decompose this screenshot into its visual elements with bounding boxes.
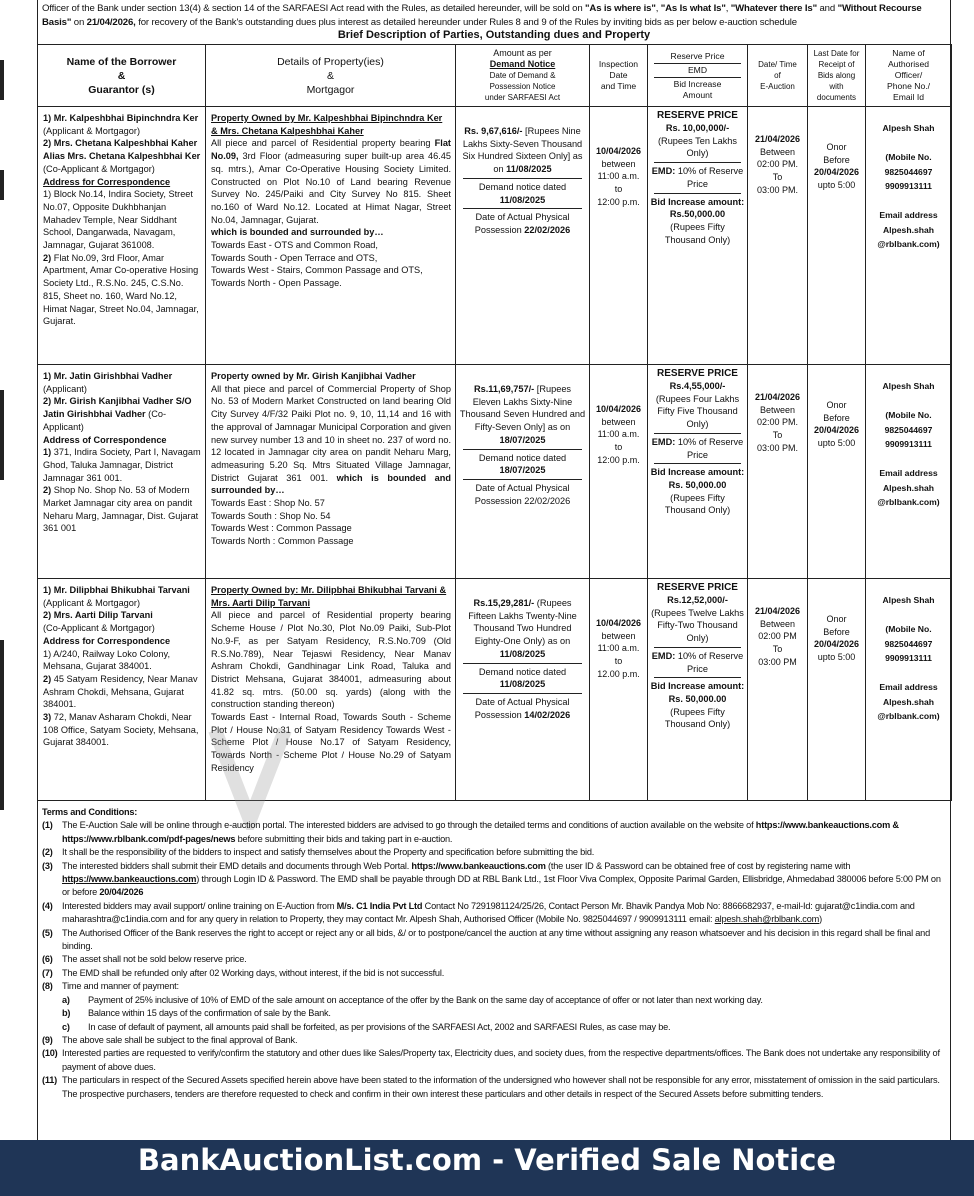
site-banner: BankAuctionList.com - Verified Sale Notice — [0, 1140, 974, 1196]
table-row — [38, 107, 952, 365]
amount-cell: Rs.15,29,281/- (Rupees Fifteen Lakhs Twenty-Nine Thousand Two Hundred Eighty-One Only) as on 11/08/2025 Demand notice dated 11/08/2025 Date of Actual Physical Possession 14/02/2026 — [456, 579, 590, 801]
term-item: (11) The particulars in respect of the Secured Assets specified herein above have been stated to the information of the undersigned who however shall not be responsible for any error, misstatement of omission in the said particulars. The prospective purchasers, tenders are therefore requested to check and confirm in their own interest these particulars and other details in respect of the Secured Assets before submitting tenders. — [42, 1075, 940, 1099]
table-header-row — [38, 45, 952, 107]
inspection-cell: 10/04/2026 between 11:00 a.m. to 12:00 p.m. — [590, 107, 648, 365]
last-date-cell: Onor Before 20/04/2026 upto 5:00 — [808, 107, 866, 365]
officer-email-link[interactable]: alpesh.shah@rblbank.com — [714, 914, 820, 925]
term-item: (8) Time and manner of payment: — [42, 981, 179, 992]
last-date-cell: Onor Before 20/04/2026 upto 5:00 — [808, 365, 866, 579]
term-item: (9) The above sale shall be subject to the final approval of Bank. — [42, 1034, 298, 1045]
borrower-cell: 1) Mr. Kalpeshbhai Bipinchndra Ker (Applicant & Mortgagor) 2) Mrs. Chetana Kalpeshbhai Kaher Alias Mrs. Chetana Kalpeshbhai Ker (Co-Applicant & Mortgagor) Address for Correspondence 1) Block No.14, Indira Society, Street No.07, Opposite Dukhbhanjan Mahadev Temple, Near Siddhant School, Dangarwada, Navagam, Jamnagar, Gujarat 361008. 2) Flat No.09, 3rd Floor, Amar Apartment, Amar Co-operative Hosing Society Ltd., R.S.No. 245, C.S.No. 815, Sheet no. 160, Ward No.12, Himat Nagar, Street No.04, Jamnagar, Gujarat. — [38, 107, 206, 365]
header-property: Details of Property(ies) & Mortgagor — [206, 45, 456, 107]
officer-cell: Alpesh Shah (Mobile No. 9825044697 9909913111 Email address Alpesh.shah @rblbank.com) — [866, 107, 952, 365]
header-inspection: Inspection Date and Time — [590, 45, 648, 107]
property-cell: Property owned by Mr. Girish Kanjibhai Vadher All that piece and parcel of Commercial Property of Shop No. 53 of Modern Market Constructed on land bearing Old City Survey 4/F/32 Paiki Plot no. 9, 10, 11,14 and 16 with the approval of Jamnagar Municipal Corporation and given new survey number 13 and 10 in sheet no. 237 of word no. 12 located in Jamnagar city area on pandit Neharu Marg, admeasuring 5.20 Sq. Mtrs Situated Village Jamnagar, District Gujarat 361 001. which is bounded and surrounded by… Towards East : Shop No. 57 Towards South : Shop No. 54 Towards West : Common Passage Towards North : Common Passage — [206, 365, 456, 579]
auction-table — [37, 44, 952, 801]
inspection-cell: 10/04/2026 between 11:00 a.m. to 12.00 p.m. — [590, 579, 648, 801]
term-item: (1) The E-Auction Sale will be online through e-auction portal. The interested bidders are advised to go through the detailed terms and conditions of auction available on the website of https://www.bankeauctions.com & https://www.rblbank.com/pdf-pages/news before submitting their bids and taking part in e-auction. — [42, 820, 899, 844]
property-cell: Property Owned by Mr. Kalpeshbhai Bipinchndra Ker & Mrs. Chetana Kalpeshbhai Kaher All piece and parcel of Residential property bearing Flat No.09, 3rd Floor (admeasuring super built-up area 46.45 sq. mtrs.), Amar Co-Operative Housing Society Limited. Constructed on Plot No.10 of Land bearing Revenue Survey No. 245/Paiki and City Survey No 815. Sheet no.160 of Ward No.12. Located at Himat Nagar, Street No.04, Jamnagar, Gujarat. which is bounded and surrounded by… Towards East - OTS and Common Road, Towards South - Open Terrace and OTS, Towards West - Stairs, Common Passage and OTS, Towards North - Open Passage. — [206, 107, 456, 365]
header-amount: Amount as per Demand Notice Date of Demand & Possession Notice under SARFAESI Act — [456, 45, 590, 107]
officer-cell: Alpesh Shah (Mobile No. 9825044697 9909913111 Email address Alpesh.shah @rblbank.com) — [866, 579, 952, 801]
table-title: Brief Description of Parties, Outstanding dues and Property — [337, 29, 651, 41]
term-item: (10) Interested parties are requested to verify/confirm the statutory and other dues like Sales/Property tax, Electricity dues, and society dues, from the respective departments/offices. The Bank does not undertake any responsibility of payment of above dues. — [42, 1048, 940, 1072]
term-item: (7) The EMD shall be refunded only after 02 Working days, without interest, if the bid is not successful. — [42, 967, 445, 978]
reserve-cell: RESERVE PRICE Rs. 10,00,000/- (Rupees Ten Lakhs Only) EMD: 10% of Reserve Price Bid Increase amount: Rs.50,000.00 (Rupees Fifty Thousand Only) — [648, 107, 748, 365]
terms-title: Terms and Conditions: — [42, 807, 138, 817]
last-date-cell: Onor Before 20/04/2026 upto 5:00 — [808, 579, 866, 801]
header-auction: Date/ Time of E-Auction — [748, 45, 808, 107]
term-subitem: b) Balance within 15 days of the confirmation of sale by the Bank. — [62, 1008, 331, 1019]
auction-cell: 21/04/2026 Between 02:00 PM To 03:00 PM — [748, 579, 808, 801]
auction-cell: 21/04/2026 Between 02:00 PM. To 03:00 PM. — [748, 365, 808, 579]
header-reserve: Reserve Price EMD Bid Increase Amount — [648, 45, 748, 107]
officer-cell: Alpesh Shah (Mobile No. 9825044697 9909913111 Email address Alpesh.shah @rblbank.com) — [866, 365, 952, 579]
term-item: (6) The asset shall not be sold below reserve price. — [42, 954, 247, 965]
header-officer: Name of Authorised Officer/ Phone No./ Email Id — [866, 45, 952, 107]
intro-paragraph: Officer of the Bank under section 13(4) & section 14 of the SARFAESI Act read with the Rules, as detailed hereunder, will be sold on "As is where is", "As Is what Is", "Whatever there Is" and "Without Recourse Basis" on 21/04/2026, for recovery of the Bank's outstanding dues plus interest as detailed hereunder under Rules 8 and 9 of the Rules by inviting bids as per below e-auction schedule — [42, 3, 922, 28]
header-borrower: Name of the Borrower & Guarantor (s) — [38, 45, 206, 107]
borrower-cell: 1) Mr. Jatin Girishbhai Vadher (Applicant) 2) Mr. Girish Kanjibhai Vadher S/O Jatin Girishbhai Vadher (Co-Applicant) Address of Correspondence 1) 371, Indira Society, Part I, Navagam Ghod, Taluka Jamnagar, District Jamnagar 361 001. 2) Shop No. Shop No. 53 of Modern Market Jamnagar city area on pandit Neharu Marg, Jamnagar, Dist. Gujarat 361 001 — [38, 365, 206, 579]
term-item: (3) The interested bidders shall submit their EMD details and documents through Web Portal. https://www.bankeauctions.com (the user ID & Password can be obtained free of cost by registering name with https://www.bankeauctions.com) through Login ID & Password. The EMD shall be payable through DD at RBL Bank Ltd., 1st Floor Viva Complex, Opposite Parimal Garden, Ellisbridge, Ahmedabad 380006 before 5:00 PM on or before 20/04/2026 — [42, 860, 941, 898]
table-row — [38, 365, 952, 579]
term-item: (5) The Authorised Officer of the Bank reserves the right to accept or reject any or all bids, &/ or to postpone/cancel the auction at any time without assigning any reason whatsoever and his decision in this regard shall be final and binding. — [42, 927, 930, 952]
auction-cell: 21/04/2026 Between 02:00 PM. To 03:00 PM. — [748, 107, 808, 365]
term-subitem: c) In case of default of payment, all amounts paid shall be forfeited, as per provisions of the SARFAESI Act, 2002 and SARFAESI Rules, as case may be. — [62, 1021, 671, 1032]
terms-and-conditions — [42, 806, 946, 1101]
term-item: (2) It shall be the responsibility of the bidders to inspect and satisfy themselves about the Property and specification before submitting the bid. — [42, 847, 595, 858]
property-cell: Property Owned by: Mr. Dilipbhai Bhikubhai Tarvani & Mrs. Aarti Dilip Tarvani All piece and parcel of Residential property bearing Scheme House / Plot No.30, Plot No.09 Paiki, Sub-Plot No.9-F, as per Satyam Residency, R.S.No.709 (Old R.S.No.789), Near Tejaswi Residency, Near Manav Ashram Chokdi, Gandhinagar Link Road, Taluka and District Mehsana, Gujarat 384001, admeasuring about 41.82 sq. mtrs. (50.00 sq. yards) (along with the construction standing thereon) Towards East - Internal Road, Towards South - Scheme Plot / House No.31 of Satyam Residency Towards West - Scheme Plot / House No.17 of Satyam Residency, Towards North - Scheme Plot / House No.29 of Satyam Residency — [206, 579, 456, 801]
reserve-cell: RESERVE PRICE Rs.12,52,000/- (Rupees Twelve Lakhs Fifty-Two Thousand Only) EMD: 10% of Reserve Price Bid Increase amount: Rs. 50,000.00 (Rupees Fifty Thousand Only) — [648, 579, 748, 801]
table-row — [38, 579, 952, 801]
bankeauctions-link[interactable]: https://www.bankeauctions.com — [755, 820, 891, 831]
amount-cell: Rs.11,69,757/- [Rupees Eleven Lakhs Sixty-Nine Thousand Seven Hundred and Fifty-Seven Only] as on 18/07/2025 Demand notice dated 18/07/2025 Date of Actual Physical Possession 22/02/2026 — [456, 365, 590, 579]
amount-cell: Rs. 9,67,616/- [Rupees Nine Lakhs Sixty-Seven Thousand Six Hundred Sixteen Only] as on 11/08/2025 Demand notice dated 11/08/2025 Date of Actual Physical Possession 22/02/2026 — [456, 107, 590, 365]
term-subitem: a) Payment of 25% inclusive of 10% of EMD of the sale amount on acceptance of the offer by the Bank on the same day of acceptance of offer or not later than next working day. — [62, 994, 763, 1005]
inspection-cell: 10/04/2026 between 11:00 a.m. to 12:00 p.m. — [590, 365, 648, 579]
header-last-date: Last Date for Receipt of Bids along with documents — [808, 45, 866, 107]
bankeauctions-register-link[interactable]: https://www.bankeauctions.com — [62, 874, 197, 885]
bankeauctions-link[interactable]: https://www.bankeauctions.com — [411, 860, 546, 871]
borrower-cell: 1) Mr. Dilipbhai Bhikubhai Tarvani (Applicant & Mortgagor) 2) Mrs. Aarti Dilip Tarvani (Co-Applicant & Mortgagor) Address for Correspondence 1) A/240, Railway Loko Colony, Mehsana, Gujarat 384001. 2) 45 Satyam Residency, Near Manav Ashram Chokdi, Mehsana, Gujarat 384001. 3) 72, Manav Asharam Chokdi, Near 108 Office, Satyam Society, Mehsana, Gujarat 384001. — [38, 579, 206, 801]
rblbank-news-link[interactable]: https://www.rblbank.com/pdf-pages/news — [62, 833, 236, 844]
reserve-cell: RESERVE PRICE Rs.4,55,000/- (Rupees Four Lakhs Fifty Five Thousand Only) EMD: 10% of Reserve Price Bid Increase amount: Rs. 50,000.00 (Rupees Fifty Thousand Only) — [648, 365, 748, 579]
term-item: (4) Interested bidders may avail support/ online training on E-Auction from M/s. C1 India Pvt Ltd Contact No 7291981124/25/26, Contact Person Mr. Bhavik Pandya Mob No: 8866682937, e-mail-Id: gujarat@c1india.com and maharashtra@c1india.com and for any query in relation to Property, they may contact Mr. Alpesh Shah, Authorised Officer (Mobile No. 9825044697 / 9909913111 email: alpesh.shah@rblbank.com) — [42, 900, 915, 925]
scan-left-edge — [0, 0, 10, 1140]
